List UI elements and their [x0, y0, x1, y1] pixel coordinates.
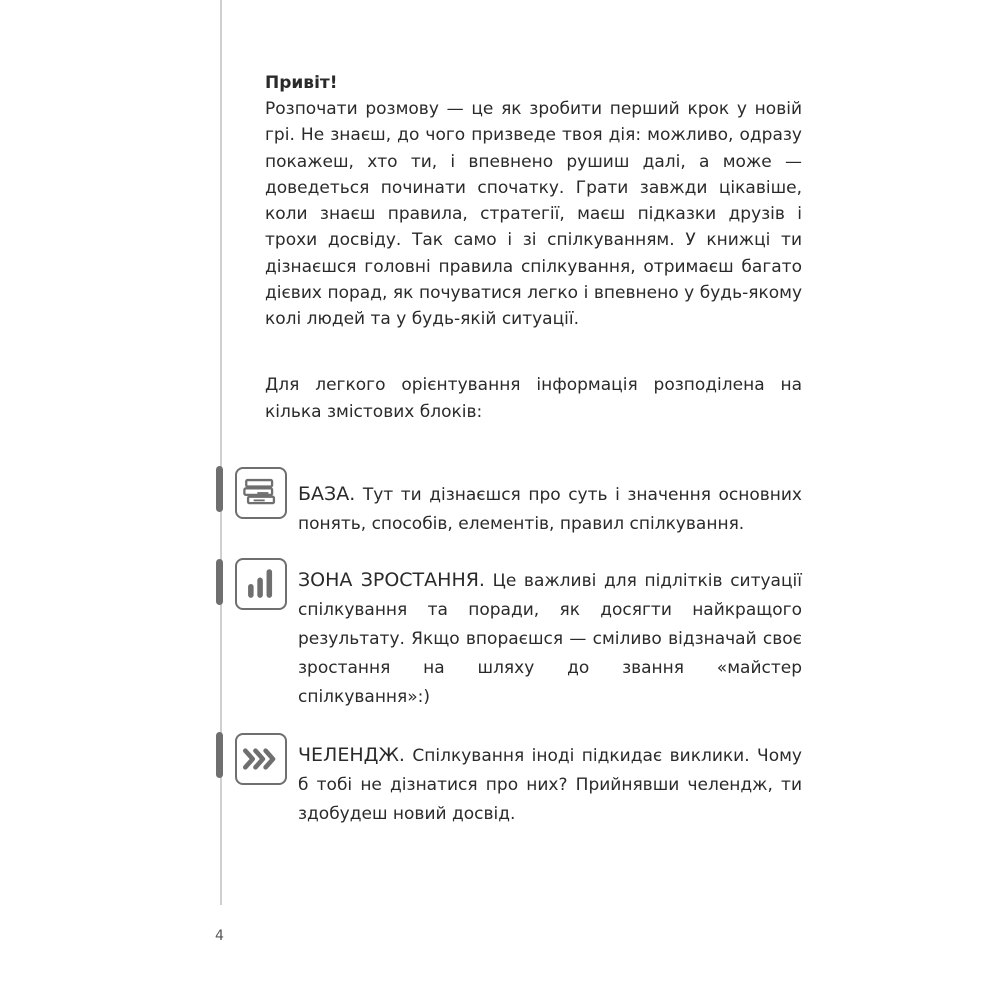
intro-section [265, 70, 802, 333]
block-term: ЗОНА ЗРОСТАННЯ. [298, 569, 485, 591]
block-marker-bar [216, 559, 223, 605]
greeting-heading: Привіт! [265, 73, 338, 93]
content-block-challenge [216, 730, 802, 830]
page-number: 4 [215, 928, 224, 944]
block-description [298, 480, 802, 539]
block-body: Це важливі для підлітків ситуації спілкування та поради, як досягти найкращого результату. Якщо впораєшся — сміливо відзначай своє зростання на шляху до звання «майстер спілкування»:) [298, 571, 802, 707]
intro-paragraph: Розпочати розмову — це як зробити перший крок у новій грі. Не знаєш, до чого призведе твоя дія: можливо, одразу покажеш, хто ти, і впевнено рушиш далі, а може — доведеться починати спочатку. Грати завжди цікавіше, коли знаєш правила, стратегії, маєш підказки друзів і трохи досвіду. Так само і зі спілкуванням. У книжці ти дізнаєшся головні правила спілкування, отримаєш багато дієвих порад, як почуватися легко і впевнено у будь-якому колі людей та у будь-якій ситуації. [265, 99, 802, 330]
block-marker-bar [216, 466, 223, 512]
block-description [298, 741, 802, 829]
block-body: Спілкування іноді підкидає виклики. Чому б тобі не дізнатися про них? Прийнявши челендж, ти здобудеш новий досвід. [298, 746, 802, 824]
block-description [298, 566, 802, 712]
stacked-books-icon [235, 467, 287, 519]
content-block-baza [216, 464, 802, 534]
block-body: Тут ти дізнаєшся про суть і значення основних понять, способів, елементів, правил спілкування. [298, 485, 802, 534]
bar-chart-icon [235, 558, 287, 610]
triple-chevron-icon [235, 733, 287, 785]
block-term: ЧЕЛЕНДЖ. [298, 744, 405, 766]
block-marker-bar [216, 732, 223, 778]
content-block-growth-zone [216, 556, 802, 706]
block-term: БАЗА. [298, 483, 356, 505]
orientation-paragraph: Для легкого орієнтування інформація розподілена на кілька змістових блоків: [265, 375, 802, 422]
